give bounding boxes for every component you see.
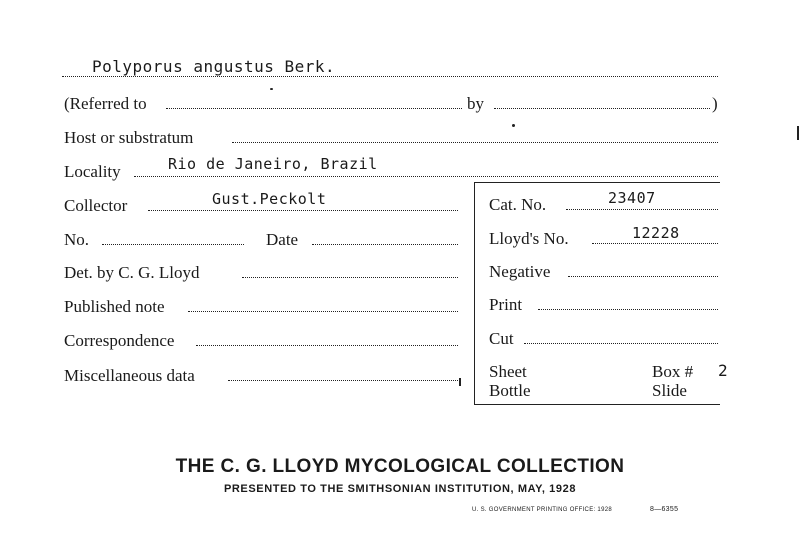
published-note-label: Published note bbox=[64, 297, 165, 316]
host-label: Host or substratum bbox=[64, 128, 194, 147]
box-bottom-border bbox=[474, 404, 720, 405]
no-label: No. bbox=[64, 230, 90, 249]
lloyds-no-line bbox=[592, 243, 718, 244]
referred-to-label: (Referred to bbox=[64, 94, 147, 113]
print-label: Print bbox=[489, 295, 523, 314]
collector-label: Collector bbox=[64, 196, 128, 215]
det-by-label: Det. by C. G. Lloyd bbox=[64, 263, 200, 282]
scan-speck bbox=[512, 124, 515, 127]
misc-data-line bbox=[228, 380, 458, 381]
host-line bbox=[232, 142, 718, 143]
printing-office-note: U. S. GOVERNMENT PRINTING OFFICE: 1928 bbox=[472, 507, 612, 513]
negative-line bbox=[568, 276, 718, 277]
det-by-line bbox=[242, 277, 458, 278]
box-top-border bbox=[474, 182, 720, 183]
sheet-label: Sheet bbox=[489, 362, 527, 381]
correspondence-label: Correspondence bbox=[64, 331, 175, 350]
collection-subtitle: PRESENTED TO THE SMITHSONIAN INSTITUTION, MAY, 1928 bbox=[223, 483, 577, 495]
by-label: by bbox=[467, 94, 484, 113]
close-paren: ) bbox=[712, 94, 718, 113]
collection-title: THE C. G. LLOYD MYCOLOGICAL COLLECTION bbox=[175, 456, 625, 477]
form-number: 8—6355 bbox=[650, 506, 679, 513]
box-number-label: Box # bbox=[652, 362, 694, 381]
box-left-border bbox=[474, 182, 475, 404]
scan-speck bbox=[459, 378, 461, 386]
cat-no-value: 23407 bbox=[608, 189, 656, 207]
cat-no-label: Cat. No. bbox=[489, 195, 547, 214]
locality-label: Locality bbox=[64, 162, 121, 181]
print-line bbox=[538, 309, 718, 310]
cut-line bbox=[524, 343, 718, 344]
date-label: Date bbox=[266, 230, 299, 249]
cat-no-line bbox=[566, 209, 718, 210]
locality-value: Rio de Janeiro, Brazil bbox=[168, 155, 378, 173]
collector-value: Gust.Peckolt bbox=[212, 190, 327, 208]
misc-data-label: Miscellaneous data bbox=[64, 366, 195, 385]
by-line bbox=[494, 108, 710, 109]
scan-speck bbox=[797, 126, 799, 140]
date-line bbox=[312, 244, 458, 245]
species-name: Polyporus angustus Berk. bbox=[92, 57, 336, 76]
lloyds-no-value: 12228 bbox=[632, 224, 680, 242]
no-line bbox=[102, 244, 244, 245]
species-line bbox=[62, 76, 718, 77]
box-number-value: 2 bbox=[718, 361, 729, 380]
cut-label: Cut bbox=[489, 329, 514, 348]
bottle-label: Bottle bbox=[489, 381, 531, 400]
collector-line bbox=[148, 210, 458, 211]
scan-speck bbox=[270, 88, 273, 90]
negative-label: Negative bbox=[489, 262, 551, 281]
published-note-line bbox=[188, 311, 458, 312]
correspondence-line bbox=[196, 345, 458, 346]
lloyds-no-label: Lloyd's No. bbox=[489, 229, 569, 248]
referred-to-line bbox=[166, 108, 462, 109]
locality-line bbox=[134, 176, 718, 177]
slide-label: Slide bbox=[652, 381, 687, 400]
